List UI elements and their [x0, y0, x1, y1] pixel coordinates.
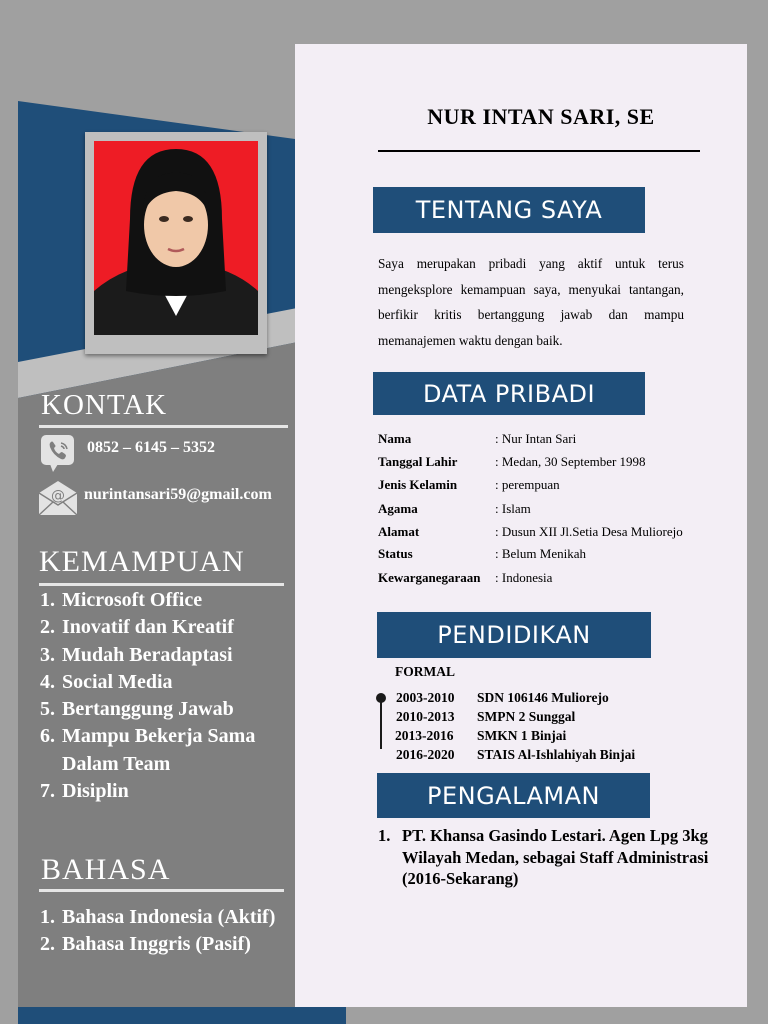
language-item-number: 2.	[40, 933, 55, 956]
skill-item	[40, 751, 255, 778]
skills-title: KEMAMPUAN	[39, 545, 245, 578]
education-school: SMKN 1 Binjai	[477, 728, 567, 743]
skill-item-text: Microsoft Office	[62, 589, 203, 611]
personal-label: Nama	[378, 431, 412, 446]
personal-value: : Dusun XII Jl.Setia Desa Muliorejo	[495, 524, 683, 539]
personal-banner: DATA PRIBADI	[373, 372, 645, 415]
experience-banner: PENGALAMAN	[377, 773, 650, 818]
skill-item-text: Disiplin	[62, 780, 129, 803]
email-address: nurintansari59@gmail.com	[84, 486, 272, 503]
skill-item-number: 3.	[40, 643, 55, 666]
skill-item	[40, 669, 255, 696]
skills-list	[40, 587, 255, 805]
language-item-number: 1.	[40, 906, 55, 928]
skill-item	[40, 696, 255, 723]
skill-item	[40, 778, 255, 805]
personal-label: Tanggal Lahir	[378, 454, 458, 469]
personal-label: Kewarganegaraan	[378, 570, 481, 585]
skill-item-number: 7.	[40, 780, 55, 803]
contact-rule	[39, 425, 288, 428]
skill-item-text: Social Media	[62, 670, 173, 693]
education-school: SDN 106146 Muliorejo	[477, 690, 609, 705]
skill-item-number: 1.	[40, 589, 55, 611]
skills-rule	[39, 583, 284, 586]
education-years: 2016-2020	[396, 747, 455, 762]
language-list	[40, 904, 275, 959]
language-item-text: Bahasa Indonesia (Aktif)	[62, 906, 276, 928]
experience-item	[378, 825, 718, 890]
skill-item	[40, 614, 255, 641]
education-years: 2010-2013	[396, 709, 455, 724]
personal-label: Agama	[378, 501, 418, 516]
personal-value: : Nur Intan Sari	[495, 431, 577, 446]
personal-label: Jenis Kelamin	[378, 477, 458, 492]
skill-item	[40, 587, 255, 614]
experience-text: PT. Khansa Gasindo Lestari. Agen Lpg 3kg Wilayah Medan, sebagai Staff Administrasi (2016-Sekarang)	[402, 826, 709, 888]
skill-item-text: Bertanggung Jawab	[62, 698, 234, 721]
skill-item-text: Mampu Bekerja Sama	[62, 725, 256, 748]
language-item	[40, 904, 275, 931]
personal-value: : Belum Menikah	[495, 546, 586, 561]
skill-item-text: Inovatif dan Kreatif	[62, 616, 234, 639]
experience-number: 1.	[378, 826, 391, 845]
timeline-dot	[376, 693, 386, 703]
personal-label: Status	[378, 546, 413, 561]
language-item	[40, 931, 275, 958]
language-rule	[39, 889, 284, 892]
skill-item-number: 4.	[40, 670, 55, 693]
education-school: STAIS Al-Ishlahiyah Binjai	[477, 747, 636, 762]
about-banner: TENTANG SAYA	[373, 187, 645, 233]
personal-value: : Indonesia	[495, 570, 553, 585]
skill-item-number: 5.	[40, 698, 55, 721]
education-banner: PENDIDIKAN	[377, 612, 651, 658]
skill-item-text: Dalam Team	[62, 752, 171, 775]
name-rule	[378, 150, 700, 152]
about-text: Saya merupakan pribadi yang aktif untuk terus mengeksplore kemampuan saya, menyukai tantangan, berfikir kritis bertanggung jawab dan mampu memanajemen waktu dengan baik.	[378, 256, 684, 348]
personal-value: : perempuan	[495, 477, 560, 492]
skill-item	[40, 642, 255, 669]
education-subtitle: FORMAL	[395, 664, 455, 679]
skill-item	[40, 723, 255, 750]
person-name: NUR INTAN SARI, SE	[427, 104, 655, 129]
phone-number: 0852 – 6145 – 5352	[87, 439, 215, 456]
language-item-text: Bahasa Inggris (Pasif)	[62, 933, 251, 956]
skill-item-number: 2.	[40, 616, 55, 639]
profile-photo	[94, 141, 258, 335]
personal-value: : Medan, 30 September 1998	[495, 454, 646, 469]
personal-value: : Islam	[495, 501, 531, 516]
experience-list	[378, 825, 718, 890]
email-icon	[37, 479, 79, 517]
skill-item-number: 6.	[40, 725, 55, 748]
phone-icon	[40, 434, 76, 474]
education-years: 2003-2010	[396, 690, 455, 705]
svg-text:@: @	[51, 488, 65, 504]
education-years: 2013-2016	[395, 728, 454, 743]
skill-item-text: Mudah Beradaptasi	[62, 643, 233, 666]
contact-title: KONTAK	[41, 389, 168, 421]
language-title: BAHASA	[41, 853, 171, 886]
personal-label: Alamat	[378, 524, 420, 539]
education-school: SMPN 2 Sunggal	[477, 709, 576, 724]
timeline-line	[380, 695, 382, 749]
